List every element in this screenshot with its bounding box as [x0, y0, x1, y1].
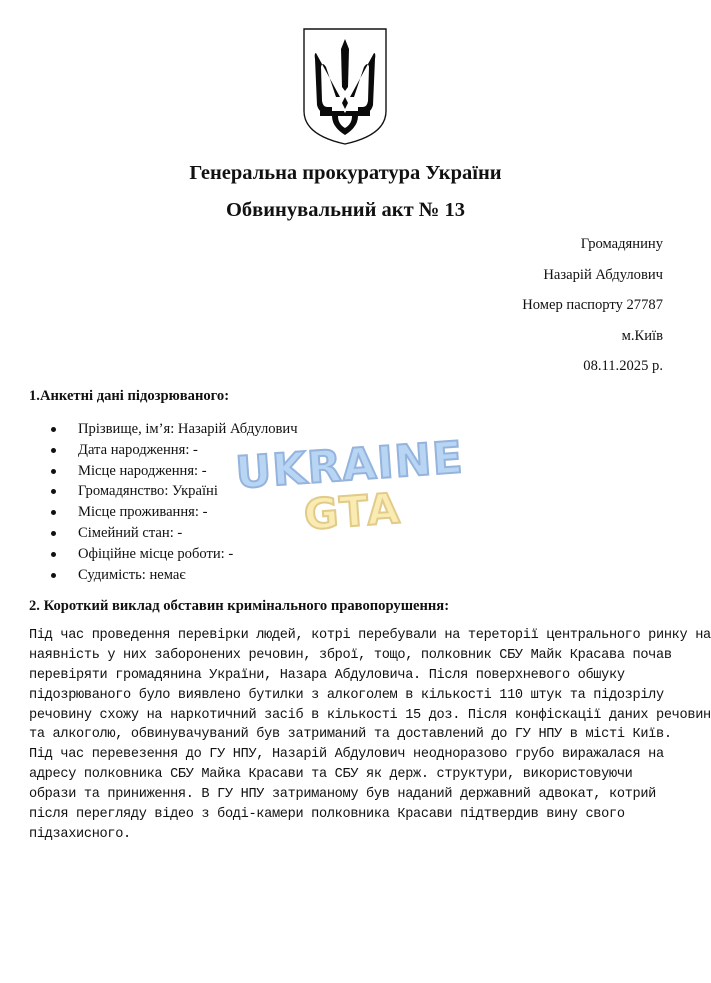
incident-narrative	[29, 626, 711, 845]
document-title: Обвинувальний акт № 13	[225, 199, 466, 221]
narrative-line: наявність у них заборонених речовин, зброї, тощо, полковник СБУ Майк Красава почав	[29, 647, 672, 663]
recipient-block	[343, 233, 663, 386]
recipient-name: Назарій Абдулович	[543, 266, 663, 283]
narrative-line: підозрюваного було виявлено бутилки з алкоголем в кількості 110 штук та підозрілу	[29, 687, 664, 703]
trident-emblem-icon	[302, 27, 388, 146]
ukraine-gta-watermark	[233, 432, 465, 540]
list-item: Громадянство: Україні	[48, 481, 298, 502]
list-item: Сімейний стан: -	[48, 523, 298, 544]
recipient-line: Громадянину	[580, 236, 663, 252]
narrative-line: адресу полковника СБУ Майка Красави та СБУ як держ. структури, використовуючи	[29, 767, 633, 783]
narrative-line: та алкоголю, обвинувачуваний був затриманий та доставлений до ГУ НПУ в місті Київ.	[29, 727, 672, 743]
narrative-line: перевіряти громадянина України, Назара Абдуловича. Після поверхневого обшуку	[29, 667, 625, 683]
list-item: Місце народження: -	[48, 461, 298, 482]
watermark-text-line2: GTA	[302, 483, 404, 540]
document-date: 08.11.2025 р.	[583, 358, 663, 374]
section-2-title: 2. Короткий виклад обставин кримінального правопорушення:	[29, 598, 450, 614]
narrative-line: Під час проведення перевірки людей, котрі перебували на тереторії центрального ринку на	[29, 628, 711, 643]
list-item: Офіційне місце роботи: -	[48, 544, 298, 565]
recipient-passport: Номер паспорту 27787	[522, 297, 663, 313]
narrative-line: Під час перевезення до ГУ НПУ, Назарій Абдулович неодноразово грубо виражалася на	[29, 747, 664, 763]
list-item: Дата народження: -	[48, 440, 298, 461]
list-item: Місце проживання: -	[48, 502, 298, 523]
recipient-city: м.Київ	[621, 327, 663, 344]
section-1-title: 1.Анкетні дані підозрюваного:	[29, 388, 230, 404]
narrative-line: образи та приниження. В ГУ НПУ затриманому був наданий державний адвокат, котрий	[29, 787, 657, 803]
list-item: Прізвище, ім’я: Назарій Абдулович	[48, 419, 298, 440]
narrative-line: після перегляду відео з боді-камери полковника Красави підтвердив вину свого	[29, 807, 625, 823]
narrative-line: речовину схожу на наркотичний засіб в кількості 15 доз. Після конфіскації даних речовин	[29, 707, 711, 723]
list-item: Судимість: немає	[48, 565, 298, 586]
narrative-line: підзахисного.	[29, 826, 131, 842]
watermark-text-line1: UKRAINE	[233, 432, 465, 499]
organization-title: Генеральна прокуратура України	[189, 162, 502, 184]
